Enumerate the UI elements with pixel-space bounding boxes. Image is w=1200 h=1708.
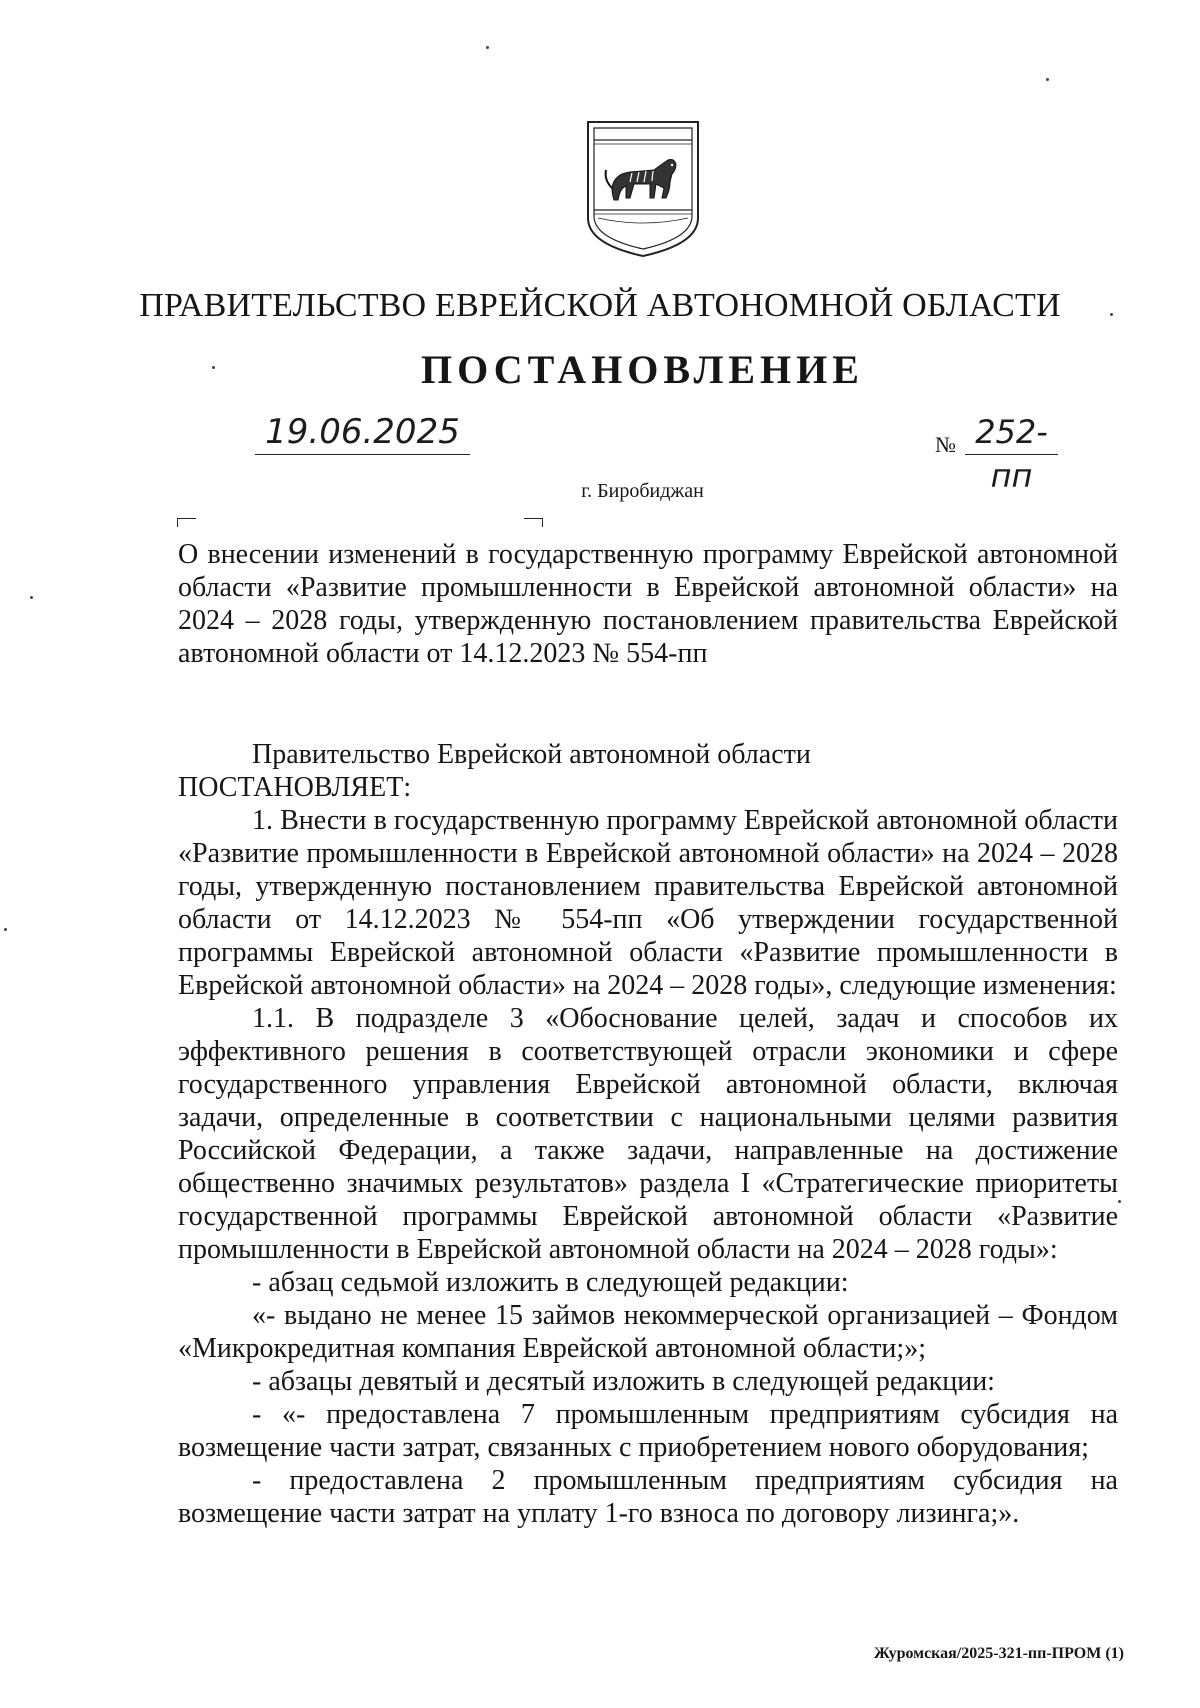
government-name: ПРАВИТЕЛЬСТВО ЕВРЕЙСКОЙ АВТОНОМНОЙ ОБЛАСТИ [139,287,1061,324]
body-paragraph-decree: ПОСТАНОВЛЯЕТ: [178,772,412,803]
scan-speck [4,928,7,931]
scan-speck [212,366,215,369]
document-subject: О внесении изменений в государственную программу Еврейской автономной области «Развитие промышленности в Еврейской автономной области» на 2024 – 2028 годы, утвержденную постановлением правительства Еврейской автономной области от 14.12.2023 № 554-пп [178,539,1118,669]
document-place: г. Биробиджан [581,480,704,502]
document-body [178,738,1118,1530]
scan-speck [486,46,489,49]
body-paragraph: - абзац седьмой изложить в следующей редакции: [252,1267,849,1298]
document-date: 19.06.2025 [255,410,470,455]
body-paragraph: «- выдано не менее 15 займов некоммерческой организацией – Фондом «Микрокредитная компания Еврейской автономной области;»; [178,1300,1118,1364]
coat-of-arms-emblem [584,118,702,260]
scan-speck [1046,78,1049,81]
subject-bracket-right [524,518,543,527]
tiger-emblem-icon [584,118,702,260]
body-paragraph: - абзацы девятый и десятый изложить в следующей редакции: [252,1366,995,1397]
document-number: 252-пп [965,410,1058,455]
body-paragraph: Правительство Еврейской автономной области [252,739,811,770]
footer-document-code: Журомская/2025-321-пп-ПРОМ (1) [873,1645,1124,1662]
subject-bracket-left [177,518,196,527]
scan-speck [1110,313,1113,316]
body-paragraph: 1. Внести в государственную программу Еврейской автономной области «Развитие промышленности в Еврейской автономной области» на 2024 – 2028 годы, утвержденную постановлением правительства Еврейской автономной области от 14.12.2023 № 554-пп «Об утверждении государственной программы Еврейской автономной области «Развитие промышленности в Еврейской автономной области» на 2024 – 2028 годы», следующие изменения: [178,805,1118,1001]
document-type-title: ПОСТАНОВЛЕНИЕ [421,347,864,392]
body-paragraph: 1.1. В подразделе 3 «Обоснование целей, задач и способов их эффективного решения в соответствующей отрасли экономики и сфере государственного управления Еврейской автономной области, включая задачи, определенные в соответствии с национальными целями развития Российской Федерации, а также задачи, направленные на достижение общественно значимых результатов» раздела I «Стратегические приоритеты государственной программы Еврейской автономной области «Развитие промышленности в Еврейской автономной области на 2024 – 2028 годы»: [178,1003,1118,1265]
body-paragraph: - «- предоставлена 7 промышленным предприятиям субсидия на возмещение части затрат, связанных с приобретением нового оборудования; [178,1399,1118,1463]
body-paragraph: - предоставлена 2 промышленным предприятиям субсидия на возмещение части затрат на уплату 1-го взноса по договору лизинга;». [178,1465,1118,1529]
scan-speck [30,596,33,599]
number-sign: № [935,432,956,457]
scan-speck [1118,1200,1121,1203]
